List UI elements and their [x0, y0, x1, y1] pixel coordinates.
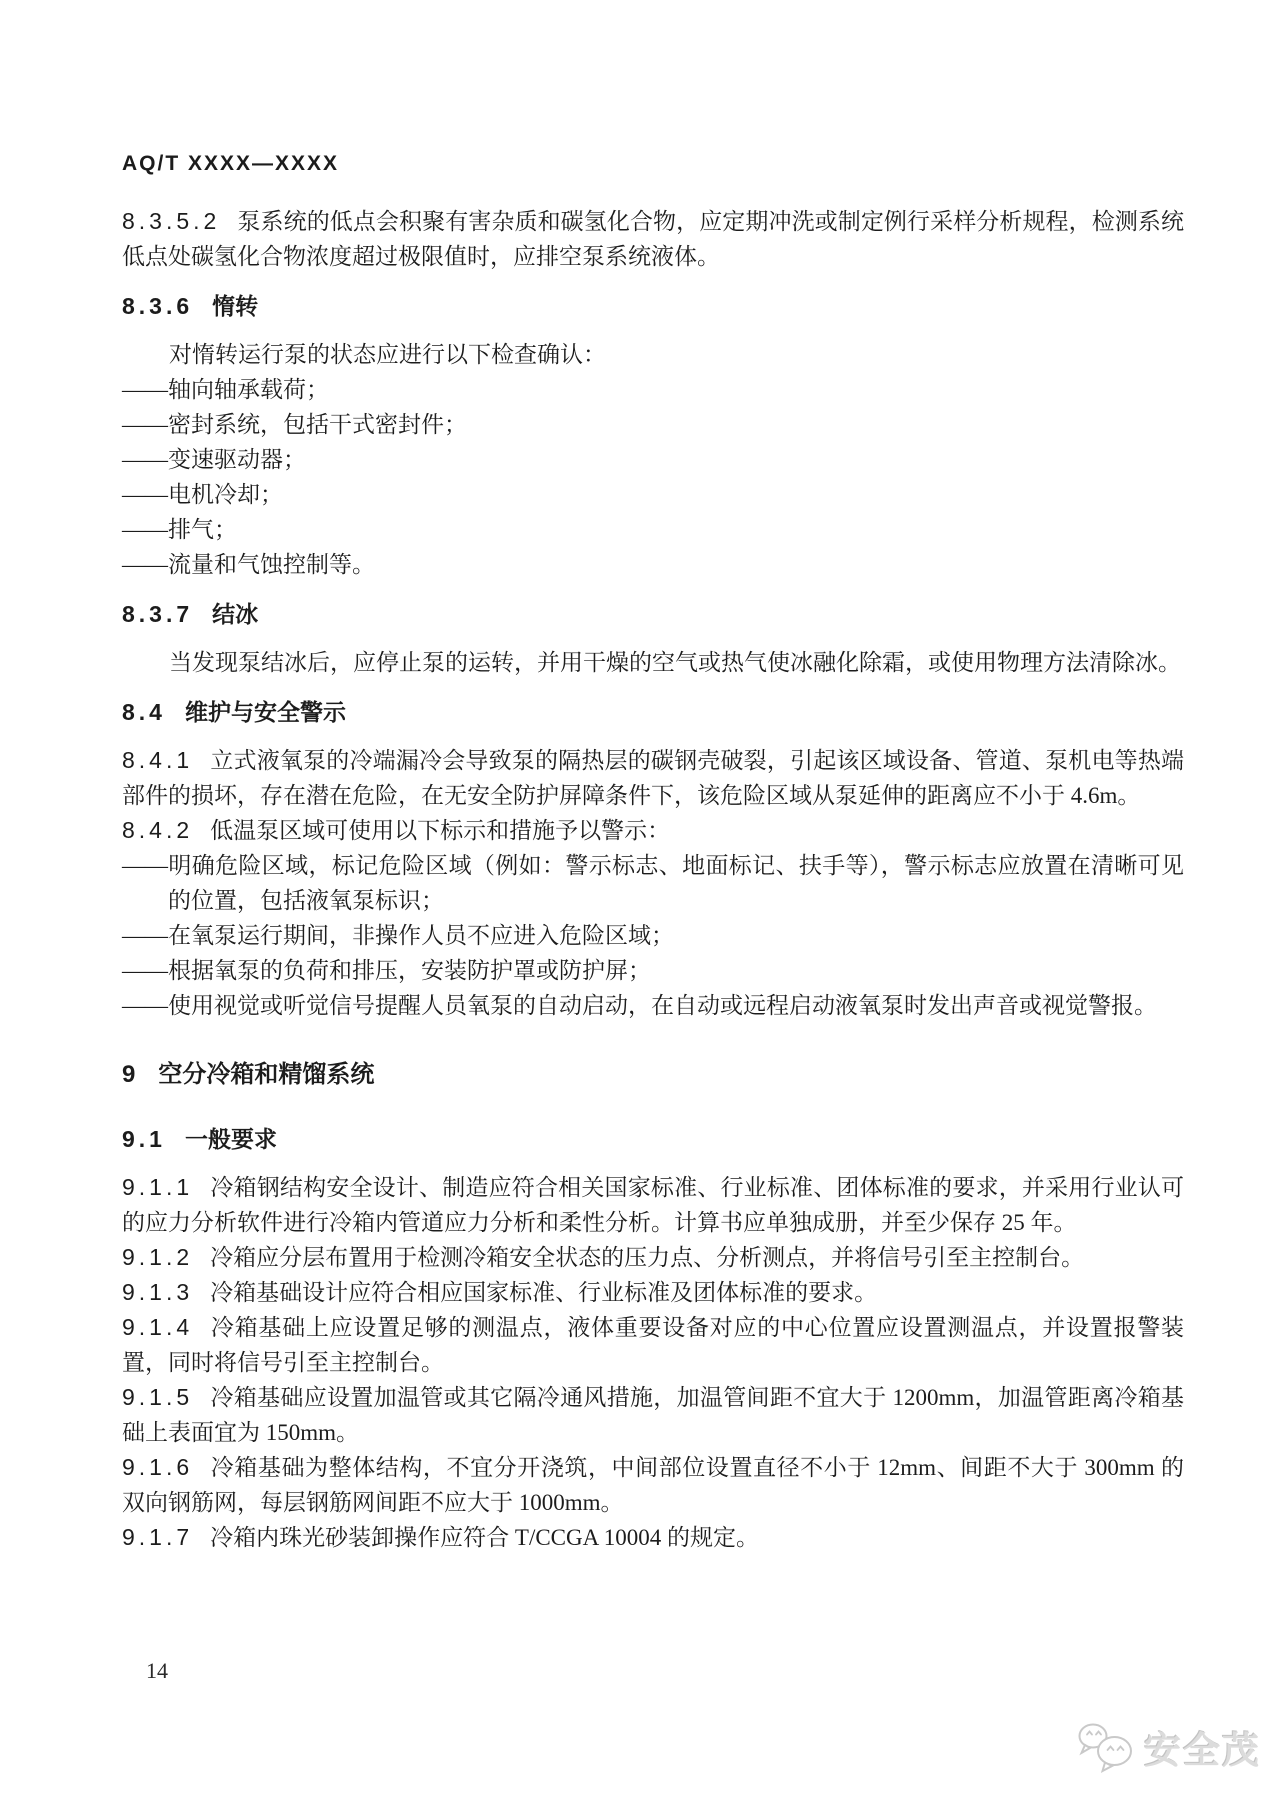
- dash-list-item: ——使用视觉或听觉信号提醒人员氧泵的自动启动，在自动或远程启动液氧泵时发出声音或视觉警报。: [122, 993, 1157, 1018]
- clause-9.1.5: [122, 1380, 1184, 1450]
- dash-list-item: ——明确危险区域，标记危险区域（例如：警示标志、地面标记、扶手等），警示标志应放置在清晰可见的位置，包括液氧泵标识；: [122, 853, 1184, 913]
- clause-9.1.1: [122, 1170, 1184, 1240]
- clause-8.4.1: [122, 743, 1184, 813]
- clause-9.1.4: [122, 1310, 1184, 1380]
- clause-number: 9.1.7: [122, 1524, 194, 1550]
- clause-title: 结冰: [212, 601, 259, 627]
- wechat-icon: [1076, 1721, 1136, 1773]
- clause-9.1.6: [122, 1450, 1184, 1520]
- clause-number: 9.1: [122, 1126, 166, 1152]
- clause-text: 冷箱基础为整体结构，不宜分开浇筑，中间部位设置直径不小于 12mm、间距不大于 300mm 的双向钢筋网，每层钢筋网间距不应大于 1000mm。: [122, 1455, 1184, 1515]
- dash-list-item: ——在氧泵运行期间，非操作人员不应进入危险区域；: [122, 923, 674, 948]
- clause-heading-8.3.7: [122, 597, 1184, 632]
- clause-number: 9.1.1: [122, 1174, 194, 1200]
- clause-title: 空分冷箱和精馏系统: [158, 1061, 375, 1088]
- clause-9.1.3: [122, 1275, 1184, 1310]
- clause-number: 8.4.1: [122, 747, 194, 773]
- dash-list-item: ——密封系统，包括干式密封件；: [122, 412, 467, 437]
- clause-title: 惰转: [212, 293, 259, 319]
- document-body: [122, 204, 1184, 1555]
- clause-text: 冷箱基础上应设置足够的测温点，液体重要设备对应的中心位置应设置测温点，并设置报警装置，同时将信号引至主控制台。: [122, 1315, 1184, 1375]
- dash-list-item: ——排气；: [122, 517, 237, 542]
- clause-text: 冷箱应分层布置用于检测冷箱安全状态的压力点、分析测点，并将信号引至主控制台。: [210, 1245, 1085, 1270]
- clause-heading-8.3.6: [122, 289, 1184, 324]
- clause-text: 冷箱基础应设置加温管或其它隔冷通风措施，加温管间距不宜大于 1200mm，加温管距离冷箱基础上表面宜为 150mm。: [122, 1385, 1184, 1445]
- clause-text: 立式液氧泵的冷端漏冷会导致泵的隔热层的碳钢壳破裂，引起该区域设备、管道、泵机电等热端部件的损坏，存在潜在危险，在无安全防护屏障条件下，该危险区域从泵延伸的距离应不小于 4.6m。: [122, 748, 1184, 808]
- dash-list-item: ——轴向轴承载荷；: [122, 377, 329, 402]
- clause-heading-9.1: [122, 1122, 1184, 1157]
- dash-list-item: ——变速驱动器；: [122, 447, 306, 472]
- clause-title: 一般要求: [184, 1126, 277, 1152]
- document-code-header: AQ/T XXXX—XXXX: [122, 152, 340, 175]
- page-number: 14: [146, 1658, 168, 1683]
- clause-text: 冷箱基础设计应符合相应国家标准、行业标准及团体标准的要求。: [210, 1280, 878, 1305]
- clause-8.3.5.2: [122, 204, 1184, 274]
- dash-list-item: ——电机冷却；: [122, 482, 283, 507]
- clause-number: 9: [122, 1061, 140, 1088]
- paragraph: 当发现泵结冰后，应停止泵的运转，并用干燥的空气或热气使冰融化除霜，或使用物理方法清除冰。: [169, 650, 1181, 675]
- watermark-text: 安全茂: [1144, 1731, 1261, 1772]
- paragraph: 对惰转运行泵的状态应进行以下检查确认：: [169, 342, 606, 367]
- dash-list-item: ——根据氧泵的负荷和排压，安装防护罩或防护屏；: [122, 958, 651, 983]
- clause-number: 8.3.5.2: [122, 208, 221, 234]
- clause-number: 8.4.2: [122, 817, 194, 843]
- clause-8.4.2: [122, 813, 1184, 848]
- clause-9.1.2: [122, 1240, 1184, 1275]
- clause-number: 9.1.5: [122, 1384, 194, 1410]
- clause-text: 泵系统的低点会积聚有害杂质和碳氢化合物，应定期冲洗或制定例行采样分析规程，检测系统低点处碳氢化合物浓度超过极限值时，应排空泵系统液体。: [122, 209, 1184, 269]
- clause-number: 8.3.7: [122, 601, 194, 627]
- watermark: [1076, 1720, 1261, 1774]
- clause-number: 9.1.3: [122, 1279, 194, 1305]
- clause-text: 低温泵区域可使用以下标示和措施予以警示：: [210, 818, 671, 843]
- clause-title: 维护与安全警示: [184, 699, 346, 725]
- clause-text: 冷箱内珠光砂装卸操作应符合 T/CCGA 10004 的规定。: [210, 1525, 759, 1550]
- chapter-heading-9: [122, 1057, 1184, 1092]
- dash-list-item: ——流量和气蚀控制等。: [122, 552, 375, 577]
- clause-text: 冷箱钢结构安全设计、制造应符合相关国家标准、行业标准、团体标准的要求，并采用行业认可的应力分析软件进行冷箱内管道应力分析和柔性分析。计算书应单独成册，并至少保存 25 年。: [122, 1175, 1184, 1235]
- clause-number: 9.1.6: [122, 1454, 194, 1480]
- clause-number: 9.1.4: [122, 1314, 194, 1340]
- clause-number: 8.4: [122, 699, 166, 725]
- clause-heading-8.4: [122, 695, 1184, 730]
- clause-number: 9.1.2: [122, 1244, 194, 1270]
- clause-number: 8.3.6: [122, 293, 194, 319]
- clause-9.1.7: [122, 1520, 1184, 1555]
